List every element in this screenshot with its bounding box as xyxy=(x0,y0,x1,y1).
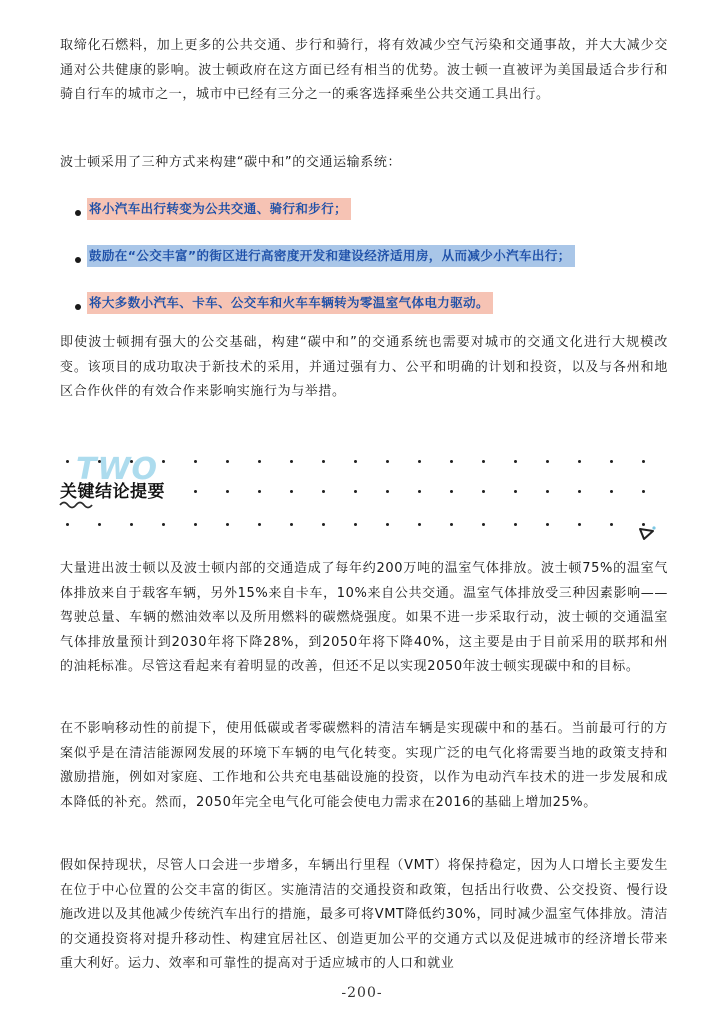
dot-row-decoration xyxy=(58,523,668,527)
paragraph-4: 在不影响移动性的前提下，使用低碳或者零碳燃料的清洁车辆是实现碳中和的基石。当前最可行的方案似乎是在清洁能源网发展的环境下车辆的电气化转变。实现广泛的电气化将需要当地的政策支持和激励措施，例如对家庭、工作地和公共充电基础设施的投资，以作为电动汽车技术的进一步发展和成本降低的补充。然而，2050年完全电气化可能会使电力需求在2016的基础上增加25%。 xyxy=(60,721,668,810)
dot-decoration xyxy=(514,523,517,526)
paragraph-2: 即使波士顿拥有强大的公交基础，构建“碳中和”的交通系统也需要对城市的交通文化进行大规模改变。该项目的成功取决于新技术的采用，并通过强有力、公平和明确的计划和投资，以及与各州和地区合作伙伴的有效合作来影响实施行为与举措。 xyxy=(60,335,668,399)
dot-decoration xyxy=(610,490,613,493)
dot-decoration xyxy=(546,460,549,463)
dot-decoration xyxy=(290,460,293,463)
dot-decoration xyxy=(546,490,549,493)
dot-decoration xyxy=(642,460,645,463)
dot-decoration xyxy=(226,460,229,463)
paragraph-5: 假如保持现状，尽管人口会进一步增多，车辆出行里程（VMT）将保持稳定，因为人口增长主要发生在位于中心位置的公交丰富的街区。实施清洁的交通投资和政策，包括出行收费、公交投资、慢行设施改进以及其他减少传统汽车出行的措施，最多可将VMT降低约30%，同时减少温室气体排放。清洁的交通投资将对提升移动性、构建宜居社区、创造更加公平的交通方式以及促进城市的经济增长带来重大利好。运力、效率和可靠性的提高对于适应城市的人口和就业 xyxy=(60,858,668,971)
bullet-item xyxy=(60,240,680,287)
dot-decoration xyxy=(642,490,645,493)
bullet-dot-icon xyxy=(75,210,81,216)
dot-decoration xyxy=(258,523,261,526)
section-number-watermark: TWO xyxy=(76,452,159,487)
section-header xyxy=(58,452,668,552)
bullet-dot-icon xyxy=(75,304,81,310)
dot-decoration xyxy=(226,490,229,493)
dot-decoration xyxy=(514,490,517,493)
bullet-text: 将小汽车出行转变为公共交通、骑行和步行； xyxy=(87,198,351,220)
bullet-list xyxy=(60,193,680,334)
dot-decoration xyxy=(482,490,485,493)
dot-decoration xyxy=(578,460,581,463)
section-title: 关键结论提要 xyxy=(60,482,165,502)
bullet-item xyxy=(60,193,680,240)
dot-decoration xyxy=(386,460,389,463)
dot-decoration xyxy=(386,490,389,493)
dot-decoration xyxy=(450,460,453,463)
dot-decoration xyxy=(450,490,453,493)
dot-decoration xyxy=(418,523,421,526)
dot-decoration xyxy=(482,523,485,526)
dot-decoration xyxy=(482,460,485,463)
dot-decoration xyxy=(354,460,357,463)
bullet-text: 鼓励在“公交丰富”的街区进行高密度开发和建设经济适用房，从而减少小汽车出行； xyxy=(87,245,575,267)
dot-decoration xyxy=(610,523,613,526)
dot-decoration xyxy=(194,490,197,493)
paragraph-intro: 波士顿采用了三种方式来构建“碳中和”的交通运输系统： xyxy=(60,155,402,170)
squiggle-icon xyxy=(58,499,98,509)
dot-decoration xyxy=(354,523,357,526)
dot-decoration xyxy=(322,460,325,463)
paragraph-3: 大量进出波士顿以及波士顿内部的交通造成了每年约200万吨的温室气体排放。波士顿75%的温室气体排放来自于载客车辆，另外15%来自卡车，10%来自公共交通。温室气体排放受三种因素影响——驾驶总量、车辆的燃油效率以及所用燃料的碳燃烧强度。如果不进一步采取行动，波士顿的交通温室气体排放量预计到2030年将下降28%，到2050年将下降40%，这主要是由于目前采用的联邦和州的油耗标准。尽管这看起来有着明显的改善，但还不足以实现2050年波士顿实现碳中和的目标。 xyxy=(60,561,668,674)
dot-decoration xyxy=(418,490,421,493)
dot-decoration xyxy=(162,460,165,463)
dot-decoration xyxy=(418,460,421,463)
bullet-text: 将大多数小汽车、卡车、公交车和火车车辆转为零温室气体电力驱动。 xyxy=(87,292,493,314)
bullet-dot-icon xyxy=(75,257,81,263)
dot-decoration xyxy=(578,490,581,493)
bullet-item xyxy=(60,287,680,334)
dot-decoration xyxy=(258,460,261,463)
dot-decoration xyxy=(130,523,133,526)
dot-decoration xyxy=(226,523,229,526)
dot-decoration xyxy=(194,523,197,526)
page-number: -200- xyxy=(341,985,383,1001)
dot-decoration xyxy=(290,523,293,526)
dot-decoration xyxy=(66,523,69,526)
dot-decoration xyxy=(258,490,261,493)
dot-decoration xyxy=(194,460,197,463)
dot-decoration xyxy=(386,523,389,526)
dot-decoration xyxy=(66,460,69,463)
play-triangle-icon xyxy=(638,526,656,542)
dot-decoration xyxy=(546,523,549,526)
dot-decoration xyxy=(322,523,325,526)
dot-decoration xyxy=(290,490,293,493)
dot-decoration xyxy=(578,523,581,526)
dot-decoration xyxy=(322,490,325,493)
dot-decoration xyxy=(354,490,357,493)
paragraph-1: 取缔化石燃料，加上更多的公共交通、步行和骑行，将有效减少空气污染和交通事故，并大大减少交通对公共健康的影响。波士顿政府在这方面已经有相当的优势。波士顿一直被评为美国最适合步行和骑自行车的城市之一，城市中已经有三分之一的乘客选择乘坐公共交通工具出行。 xyxy=(60,38,668,102)
dot-decoration xyxy=(514,460,517,463)
dot-decoration xyxy=(162,523,165,526)
dot-decoration xyxy=(450,523,453,526)
dot-decoration xyxy=(98,523,101,526)
dot-decoration xyxy=(610,460,613,463)
